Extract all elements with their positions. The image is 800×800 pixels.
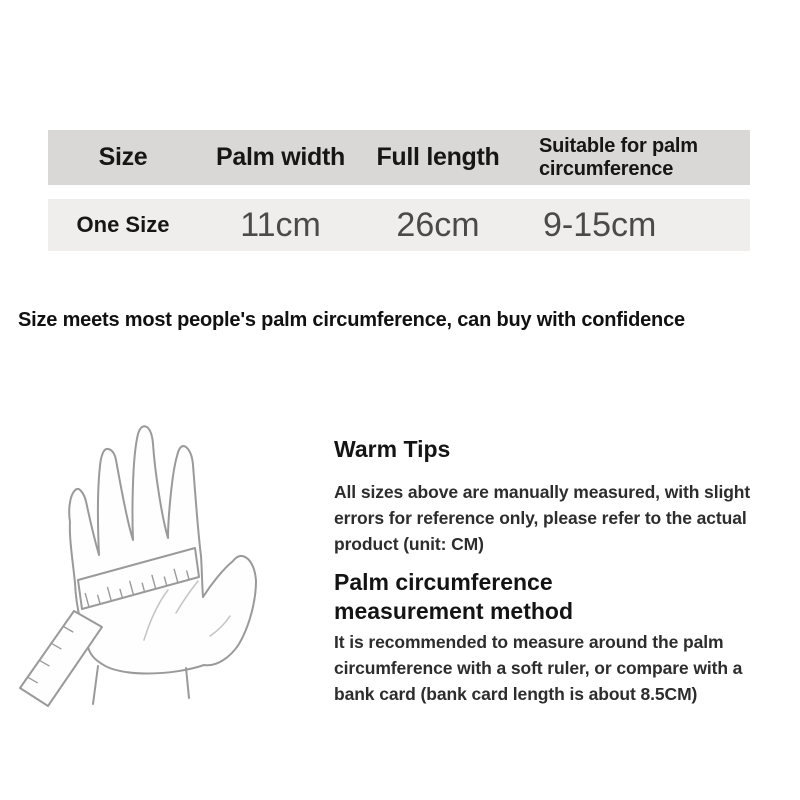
header-size: Size <box>98 143 148 171</box>
cell-full-length-value: 26cm <box>396 205 480 244</box>
size-table-data-row <box>48 199 750 251</box>
header-suitable-line1: Suitable for palm <box>539 134 698 157</box>
measurement-method-title <box>334 568 573 626</box>
measurement-method-title-line: Palm circumference <box>334 569 553 595</box>
measurement-method-title-line: measurement method <box>334 598 574 624</box>
measurement-method-line: circumference with a soft ruler, or compare with a <box>334 658 743 678</box>
size-table-header-row <box>48 130 750 185</box>
cell-palm-width-value: 11cm <box>240 205 321 244</box>
hand-measuring-tape-illustration <box>14 398 314 723</box>
warm-tips-body <box>334 479 750 557</box>
header-suitable-line2: circumference <box>539 157 674 180</box>
warm-tips-line: product (unit: CM) <box>334 534 484 554</box>
warm-tips-line: errors for reference only, please refer to the actual <box>334 508 747 528</box>
cell-suitable-value: 9-15cm <box>543 205 657 244</box>
warm-tips-line: All sizes above are manually measured, with slight <box>334 482 751 502</box>
warm-tips-title: Warm Tips <box>334 436 451 462</box>
cell-size-value: One Size <box>76 212 170 237</box>
header-full-length: Full length <box>376 143 500 171</box>
header-suitable-circumference <box>513 135 750 181</box>
measurement-method-body <box>334 629 742 707</box>
confidence-tagline: Size meets most people's palm circumference, can buy with confidence <box>18 309 685 331</box>
header-palm-width: Palm width <box>216 143 345 171</box>
measurement-method-line: It is recommended to measure around the palm <box>334 632 724 652</box>
measurement-method-line: bank card (bank card length is about 8.5CM) <box>334 684 698 704</box>
